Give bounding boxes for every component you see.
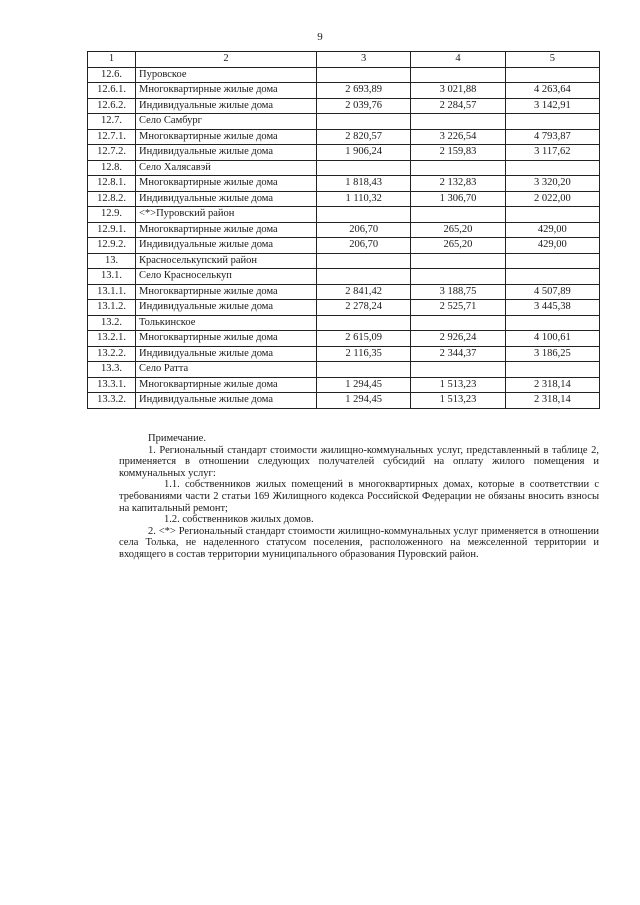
note-paragraph-1-1: 1.1. собственников жилых помещений в многоквартирных домах, которые в соответствии с требованиями части 2 статьи 169 Жилищного кодекса Российской Федерации не обязаны вносить взносы на капитальный ремонт;: [119, 479, 599, 514]
row-value-col5: [505, 269, 599, 285]
row-value-col4: [411, 269, 505, 285]
row-name: Село Самбург: [136, 114, 317, 130]
row-value-col4: [411, 315, 505, 331]
row-value-col3: 1 906,24: [317, 145, 411, 161]
row-name: Пуровское: [136, 67, 317, 83]
table-row: [88, 393, 600, 409]
note-section: [119, 433, 599, 561]
row-name: Многоквартирные жилые дома: [136, 222, 317, 238]
row-value-col5: 429,00: [505, 222, 599, 238]
row-name: Многоквартирные жилые дома: [136, 284, 317, 300]
row-code: 13.2.: [88, 315, 136, 331]
row-name: <*>Пуровский район: [136, 207, 317, 223]
row-code: 12.9.: [88, 207, 136, 223]
row-name: Село Ратта: [136, 362, 317, 378]
row-value-col4: 1 306,70: [411, 191, 505, 207]
row-value-col3: [317, 362, 411, 378]
row-code: 12.9.2.: [88, 238, 136, 254]
table-row: [88, 269, 600, 285]
column-header-1: 1: [88, 52, 136, 68]
row-value-col5: [505, 67, 599, 83]
table-row: [88, 67, 600, 83]
row-name: Многоквартирные жилые дома: [136, 129, 317, 145]
row-name: Село Халясавэй: [136, 160, 317, 176]
table-row: [88, 253, 600, 269]
table-row: [88, 207, 600, 223]
table-body: [88, 67, 600, 408]
row-value-col4: [411, 253, 505, 269]
row-value-col4: [411, 67, 505, 83]
row-code: 13.1.: [88, 269, 136, 285]
row-value-col5: 429,00: [505, 238, 599, 254]
row-value-col4: [411, 207, 505, 223]
table-row: [88, 377, 600, 393]
table-row: [88, 315, 600, 331]
row-value-col5: 2 318,14: [505, 377, 599, 393]
row-value-col3: 2 693,89: [317, 83, 411, 99]
row-name: Индивидуальные жилые дома: [136, 300, 317, 316]
column-header-5: 5: [505, 52, 599, 68]
row-code: 13.1.1.: [88, 284, 136, 300]
row-value-col4: 265,20: [411, 238, 505, 254]
row-value-col3: 1 110,32: [317, 191, 411, 207]
row-value-col5: 4 263,64: [505, 83, 599, 99]
row-code: 13.2.2.: [88, 346, 136, 362]
row-code: 13.3.2.: [88, 393, 136, 409]
row-value-col5: 4 793,87: [505, 129, 599, 145]
row-name: Индивидуальные жилые дома: [136, 145, 317, 161]
row-name: Многоквартирные жилые дома: [136, 176, 317, 192]
row-name: Индивидуальные жилые дома: [136, 191, 317, 207]
row-value-col3: [317, 315, 411, 331]
table-row: [88, 191, 600, 207]
row-value-col3: [317, 160, 411, 176]
row-value-col3: 2 278,24: [317, 300, 411, 316]
row-code: 13.3.: [88, 362, 136, 378]
row-name: Многоквартирные жилые дома: [136, 83, 317, 99]
column-header-3: 3: [317, 52, 411, 68]
row-name: Индивидуальные жилые дома: [136, 346, 317, 362]
row-code: 12.7.2.: [88, 145, 136, 161]
row-code: 12.7.1.: [88, 129, 136, 145]
row-code: 12.6.2.: [88, 98, 136, 114]
row-value-col3: 2 820,57: [317, 129, 411, 145]
table-row: [88, 160, 600, 176]
row-value-col4: 3 226,54: [411, 129, 505, 145]
row-name: Индивидуальные жилые дома: [136, 238, 317, 254]
row-value-col4: 1 513,23: [411, 377, 505, 393]
row-code: 12.6.1.: [88, 83, 136, 99]
row-name: Индивидуальные жилые дома: [136, 98, 317, 114]
row-code: 12.8.2.: [88, 191, 136, 207]
table-row: [88, 83, 600, 99]
row-value-col3: 2 116,35: [317, 346, 411, 362]
row-code: 13.3.1.: [88, 377, 136, 393]
table-row: [88, 346, 600, 362]
row-value-col3: [317, 114, 411, 130]
row-code: 12.9.1.: [88, 222, 136, 238]
row-name: Индивидуальные жилые дома: [136, 393, 317, 409]
table-row: [88, 300, 600, 316]
row-value-col3: [317, 269, 411, 285]
row-value-col5: 3 117,62: [505, 145, 599, 161]
row-value-col4: [411, 114, 505, 130]
row-value-col3: 2 841,42: [317, 284, 411, 300]
row-code: 12.8.: [88, 160, 136, 176]
row-value-col5: 4 100,61: [505, 331, 599, 347]
table-row: [88, 222, 600, 238]
table-row: [88, 98, 600, 114]
row-value-col3: 206,70: [317, 222, 411, 238]
row-value-col5: 2 022,00: [505, 191, 599, 207]
row-code: 12.8.1.: [88, 176, 136, 192]
row-value-col5: 4 507,89: [505, 284, 599, 300]
rates-table: [87, 51, 600, 409]
table-row: [88, 114, 600, 130]
row-value-col3: [317, 207, 411, 223]
row-name: Красноселькупский район: [136, 253, 317, 269]
table-row: [88, 145, 600, 161]
row-value-col4: 2 926,24: [411, 331, 505, 347]
row-name: Многоквартирные жилые дома: [136, 377, 317, 393]
row-value-col3: 1 294,45: [317, 377, 411, 393]
row-value-col5: [505, 362, 599, 378]
note-paragraph-1: 1. Региональный стандарт стоимости жилищно-коммунальных услуг, представленный в таблице 2, применяется в отношении следующих получателей субсидий на оплату жилого помещения и коммунальных услуг:: [119, 444, 599, 479]
row-value-col4: 265,20: [411, 222, 505, 238]
row-code: 12.6.: [88, 67, 136, 83]
row-value-col3: 206,70: [317, 238, 411, 254]
row-value-col4: 2 132,83: [411, 176, 505, 192]
row-value-col5: 3 445,38: [505, 300, 599, 316]
table-row: [88, 176, 600, 192]
table-header-row: [88, 52, 600, 68]
table-row: [88, 129, 600, 145]
row-name: Село Красноселькуп: [136, 269, 317, 285]
row-value-col5: [505, 253, 599, 269]
row-name: Толькинское: [136, 315, 317, 331]
row-value-col5: 3 186,25: [505, 346, 599, 362]
row-value-col5: [505, 207, 599, 223]
row-code: 13.1.2.: [88, 300, 136, 316]
row-value-col4: [411, 160, 505, 176]
column-header-4: 4: [411, 52, 505, 68]
row-value-col5: [505, 114, 599, 130]
table-row: [88, 362, 600, 378]
row-value-col5: 2 318,14: [505, 393, 599, 409]
row-code: 13.2.1.: [88, 331, 136, 347]
row-value-col5: 3 142,91: [505, 98, 599, 114]
note-title: Примечание.: [148, 433, 206, 444]
row-value-col3: 1 294,45: [317, 393, 411, 409]
page-number: 9: [317, 31, 323, 43]
row-value-col4: 2 159,83: [411, 145, 505, 161]
row-value-col4: 2 344,37: [411, 346, 505, 362]
row-code: 13.: [88, 253, 136, 269]
row-value-col4: [411, 362, 505, 378]
row-value-col3: [317, 253, 411, 269]
row-value-col3: [317, 67, 411, 83]
row-value-col3: 2 615,09: [317, 331, 411, 347]
row-value-col4: 3 021,88: [411, 83, 505, 99]
row-name: Многоквартирные жилые дома: [136, 331, 317, 347]
row-code: 12.7.: [88, 114, 136, 130]
row-value-col4: 3 188,75: [411, 284, 505, 300]
row-value-col4: 2 525,71: [411, 300, 505, 316]
row-value-col4: 1 513,23: [411, 393, 505, 409]
row-value-col5: [505, 315, 599, 331]
table-row: [88, 238, 600, 254]
row-value-col5: [505, 160, 599, 176]
row-value-col5: 3 320,20: [505, 176, 599, 192]
note-paragraph-1-2: 1.2. собственников жилых домов.: [164, 514, 314, 526]
row-value-col3: 1 818,43: [317, 176, 411, 192]
note-paragraph-2: 2. <*> Региональный стандарт стоимости жилищно-коммунальных услуг применяется в отношении села Толька, не наделенного статусом поселения, расположенного на межселенной территории и входящего в состав территории муниципального образования Пуровский район.: [119, 525, 599, 560]
table-row: [88, 331, 600, 347]
row-value-col3: 2 039,76: [317, 98, 411, 114]
row-value-col4: 2 284,57: [411, 98, 505, 114]
table-row: [88, 284, 600, 300]
column-header-2: 2: [136, 52, 317, 68]
